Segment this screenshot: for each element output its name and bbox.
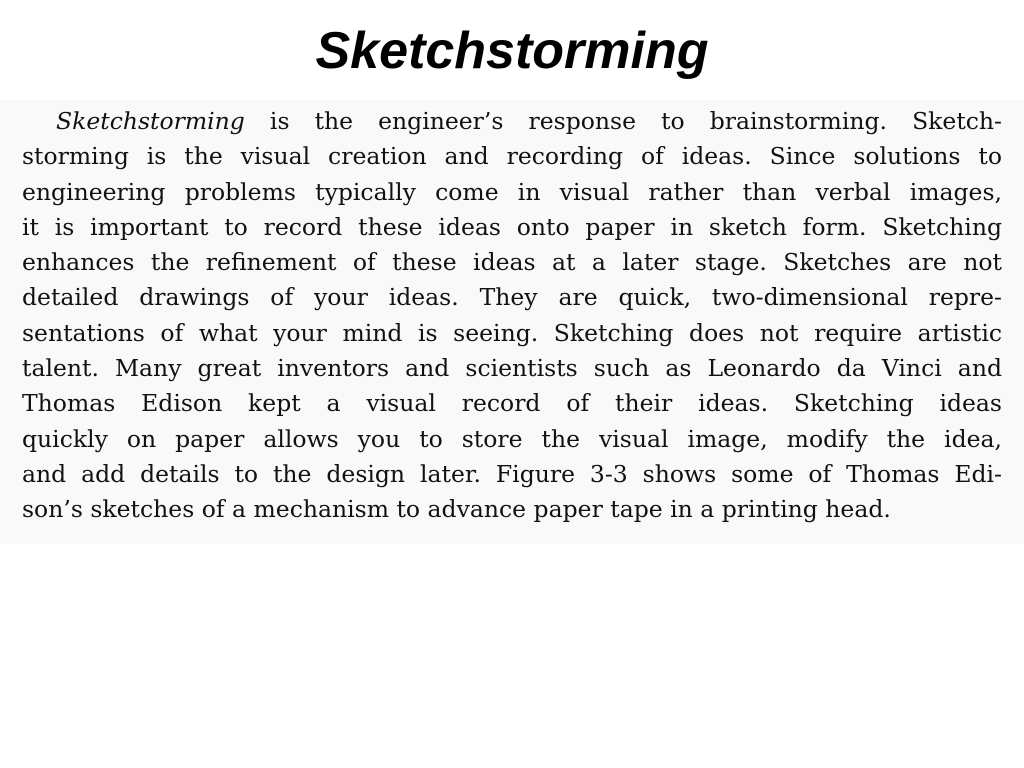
slide-title: Sketchstorming bbox=[315, 22, 709, 80]
passage-line: storming is the visual creation and recording of ideas. Since solutions to bbox=[22, 142, 1002, 171]
passage-line: talent. Many great inventors and scientists such as Leonardo da Vinci and bbox=[22, 354, 1002, 383]
passage-line: Thomas Edison kept a visual record of their ideas. Sketching ideas bbox=[22, 389, 1002, 418]
passage-line: it is important to record these ideas onto paper in sketch form. Sketching bbox=[22, 212, 1002, 241]
passage-line: sentations of what your mind is seeing. Sketching does not require artistic bbox=[22, 318, 1002, 347]
passage bbox=[22, 104, 1002, 528]
passage-line: enhances the refinement of these ideas at a later stage. Sketches are not bbox=[22, 248, 1002, 277]
passage-line bbox=[22, 104, 1002, 139]
passage-line: detailed drawings of your ideas. They are quick, two-dimensional repre- bbox=[22, 283, 1002, 312]
passage-line: quickly on paper allows you to store the visual image, modify the idea, bbox=[22, 424, 1002, 453]
passage-line: son’s sketches of a mechanism to advance paper tape in a printing head. bbox=[22, 495, 891, 524]
passage-line: engineering problems typically come in visual rather than verbal images, bbox=[22, 177, 1002, 206]
lead-term: Sketchstorming bbox=[56, 107, 245, 135]
passage-line: and add details to the design later. Figure 3-3 shows some of Thomas Edi- bbox=[22, 459, 1002, 488]
passage-line-text: is the engineer’s response to brainstorming. Sketch- bbox=[244, 107, 1002, 135]
